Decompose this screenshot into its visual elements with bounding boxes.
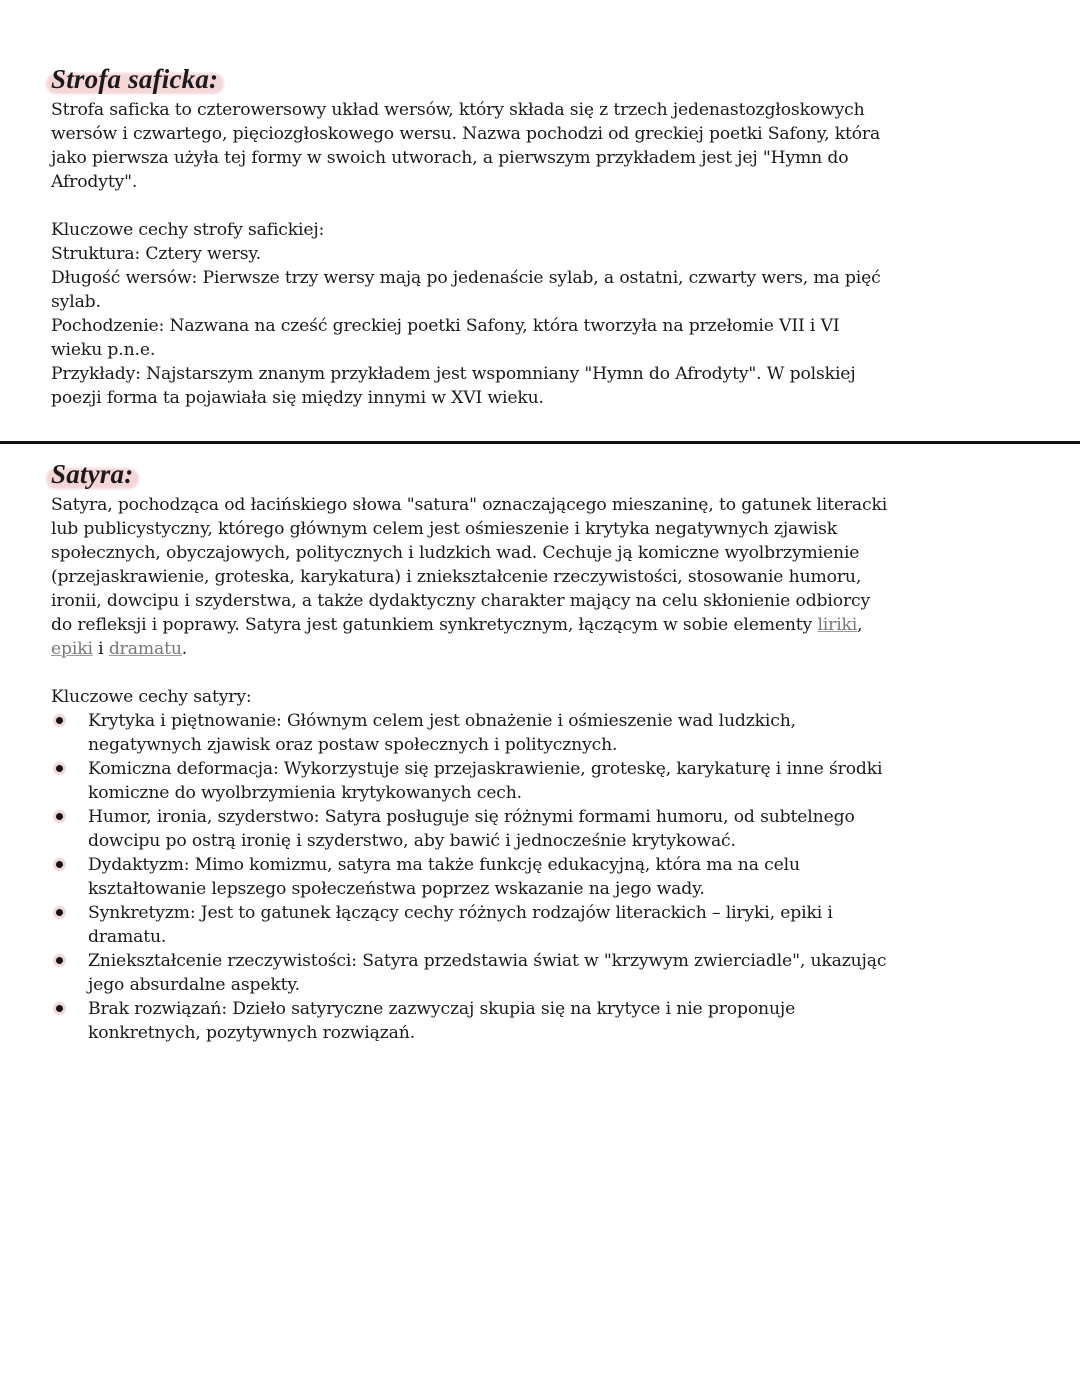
list-item-text: Brak rozwiązań: Dzieło satyryczne zazwyczaj skupia się na krytyce i nie proponuje: [88, 999, 796, 1019]
list-item-text: Zniekształcenie rzeczywistości: Satyra przedstawia świat w "krzywym zwierciadle", ukazując: [88, 951, 887, 971]
list-item-text: konkretnych, pozytywnych rozwiązań.: [88, 1023, 415, 1043]
list-item-text: Synkretyzm: Jest to gatunek łączący cechy różnych rodzajów literackich – liryki, epiki i: [88, 903, 833, 923]
paragraph-gap: [51, 194, 1026, 218]
sapphic-features-title: Kluczowe cechy strofy safickiej:: [51, 220, 325, 240]
list-item-text: Krytyka i piętnowanie: Głównym celem jest obnażenie i ośmieszenie wad ludzkich,: [88, 711, 796, 731]
satire-intro-line-links: [51, 613, 1026, 637]
sapphic-features: [51, 218, 1026, 410]
sapphic-intro-line: wersów i czwartego, pięciozgłoskowego wersu. Nazwa pochodzi od greckiej poetki Safony, która: [51, 124, 881, 144]
list-item-text: Dydaktyzm: Mimo komizmu, satyra ma także funkcję edukacyjną, która ma na celu: [88, 855, 800, 875]
bullet-icon: [56, 957, 63, 964]
bullet-icon: [56, 1005, 63, 1012]
section-sapphic-stanza: [51, 64, 1026, 410]
section-satire: [51, 459, 1026, 1045]
list-item-text: dramatu.: [88, 927, 167, 947]
satire-heading: Satyra:: [51, 459, 137, 489]
list-item-text: dowcipu po ostrą ironię i szyderstwo, aby bawić i jednocześnie krytykować.: [88, 831, 736, 851]
bullet-icon: [56, 813, 63, 820]
list-item: [51, 805, 1026, 853]
list-item: [51, 709, 1026, 757]
feature-origin: Pochodzenie: Nazwana na cześć greckiej poetki Safony, która tworzyła na przełomie VII i VI: [51, 316, 840, 336]
list-item: [51, 757, 1026, 805]
feature-verse-length-cont: sylab.: [51, 292, 101, 312]
satire-features-title: Kluczowe cechy satyry:: [51, 687, 252, 707]
link-epiki[interactable]: epiki: [51, 639, 93, 659]
section-divider: [0, 441, 1080, 444]
list-item-text: komiczne do wyolbrzymienia krytykowanych cech.: [88, 783, 522, 803]
list-item-text: jego absurdalne aspekty.: [88, 975, 300, 995]
satire-features-list: [51, 709, 1026, 1045]
paragraph-gap: [51, 661, 1026, 685]
feature-structure: Struktura: Cztery wersy.: [51, 244, 261, 264]
bullet-icon: [56, 717, 63, 724]
list-item-text: negatywnych zjawisk oraz postaw społecznych i politycznych.: [88, 735, 618, 755]
bullet-icon: [56, 765, 63, 772]
comma: ,: [857, 615, 863, 635]
sapphic-intro-line: jako pierwsza użyła tej formy w swoich utworach, a pierwszym przykładem jest jej "Hymn do: [51, 148, 849, 168]
satire-intro: [51, 493, 1026, 661]
sapphic-intro-line: Afrodyty".: [51, 172, 138, 192]
list-item: [51, 949, 1026, 997]
list-item: [51, 901, 1026, 949]
satire-intro-line: społecznych, obyczajowych, politycznych i ludzkich wad. Cechuje ją komiczne wyolbrzymienie: [51, 543, 860, 563]
bullet-icon: [56, 861, 63, 868]
satire-intro-line: ironii, dowcipu i szyderstwa, a także dydaktyczny charakter mający na celu skłonienie odbiorcy: [51, 591, 871, 611]
conjunction: i: [92, 639, 109, 659]
list-item-text: Humor, ironia, szyderstwo: Satyra posługuje się różnymi formami humoru, od subtelnego: [88, 807, 855, 827]
list-item-text: Komiczna deformacja: Wykorzystuje się przejaskrawienie, groteskę, karykaturę i inne środki: [88, 759, 883, 779]
period: .: [181, 639, 188, 659]
sapphic-heading: Strofa saficka:: [51, 64, 222, 94]
sapphic-intro: [51, 98, 1026, 194]
feature-examples-cont: poezji forma ta pojawiała się między innymi w XVI wieku.: [51, 388, 544, 408]
satire-intro-line-links-2: [51, 637, 1026, 661]
feature-verse-length: Długość wersów: Pierwsze trzy wersy mają po jedenaście sylab, a ostatni, czwarty wers, ma pięć: [51, 268, 881, 288]
list-item-text: kształtowanie lepszego społeczeństwa poprzez wskazanie na jego wady.: [88, 879, 705, 899]
feature-origin-cont: wieku p.n.e.: [51, 340, 156, 360]
link-liryki[interactable]: liriki: [817, 615, 858, 635]
satire-intro-line: lub publicystyczny, którego głównym celem jest ośmieszenie i krytyka negatywnych zjawisk: [51, 519, 838, 539]
satire-intro-line: Satyra, pochodząca od łacińskiego słowa "satura" oznaczającego mieszaninę, to gatunek literacki: [51, 495, 888, 515]
satire-intro-line: (przejaskrawienie, groteska, karykatura) i zniekształcenie rzeczywistości, stosowanie humoru,: [51, 567, 862, 587]
list-item: [51, 997, 1026, 1045]
sapphic-intro-line: Strofa saficka to czterowersowy układ wersów, który składa się z trzech jedenastozgłoskowych: [51, 100, 865, 120]
list-item: [51, 853, 1026, 901]
feature-examples: Przykłady: Najstarszym znanym przykładem jest wspomniany "Hymn do Afrodyty". W polskiej: [51, 364, 856, 384]
satire-intro-text: do refleksji i poprawy. Satyra jest gatunkiem synkretycznym, łączącym w sobie elementy: [51, 615, 818, 635]
bullet-icon: [56, 909, 63, 916]
link-dramatu[interactable]: dramatu: [108, 639, 182, 659]
